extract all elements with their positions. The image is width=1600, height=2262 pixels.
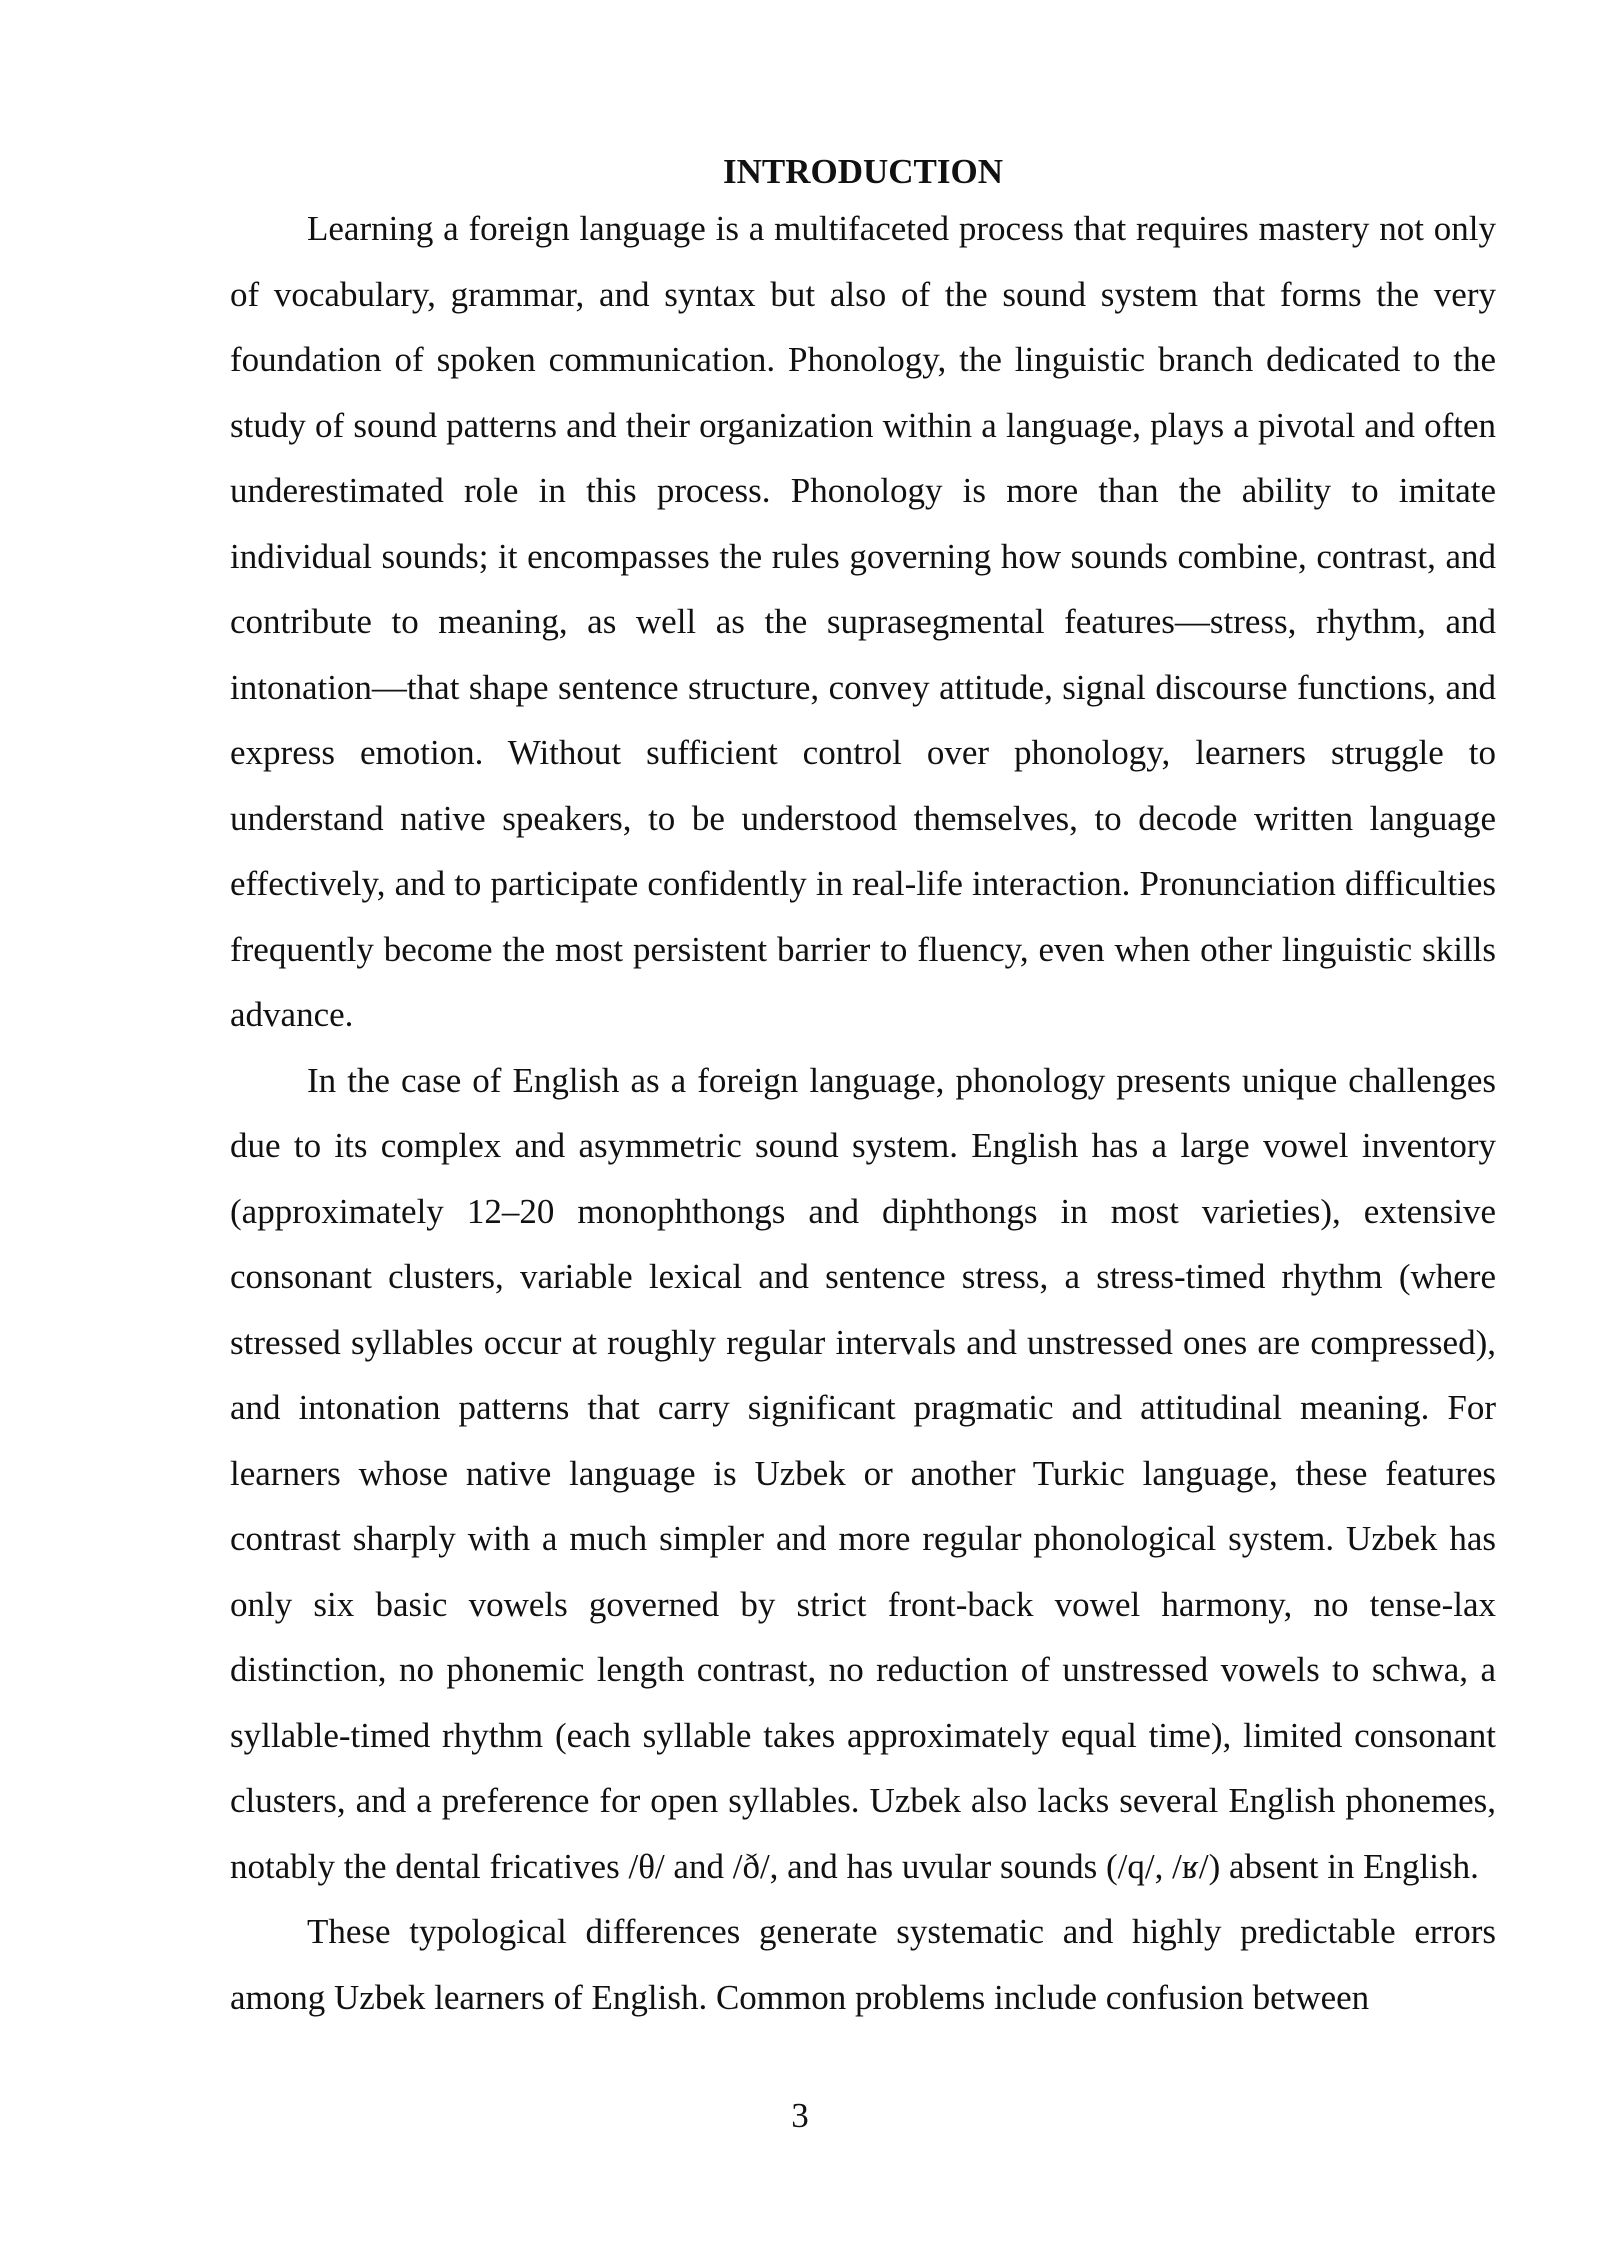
page-content <box>230 148 1496 2030</box>
page-number: 3 <box>791 2096 809 2135</box>
page-title: INTRODUCTION <box>722 152 1004 191</box>
paragraph-2: In the case of English as a foreign language, phonology presents unique challenges due to its complex and asymmetric sound system. English has a large vowel inventory (approximately 12–20 monophthongs and diphthongs in most varieties), extensive consonant clusters, variable lexical and sentence stress, a stress-timed rhythm (where stressed syllables occur at roughly regular intervals and unstressed ones are compressed), and intonation patterns that carry significant pragmatic and attitudinal meaning. For learners whose native language is Uzbek or another Turkic language, these features contrast sharply with a much simpler and more regular phonological system. Uzbek has only six basic vowels governed by strict front-back vowel harmony, no tense-lax distinction, no phonemic length contrast, no reduction of unstressed vowels to schwa, a syllable-timed rhythm (each syllable takes approximately equal time), limited consonant clusters, and a preference for open syllables. Uzbek also lacks several English phonemes, notably the dental fricatives /θ/ and /ð/, and has uvular sounds (/q/, /ʁ/) absent in English. <box>230 1060 1496 1886</box>
paragraph-1: Learning a foreign language is a multifaceted process that requires mastery not only of vocabulary, grammar, and syntax but also of the sound system that forms the very foundation of spoken communication. Phonology, the linguistic branch dedicated to the study of sound patterns and their organization within a language, plays a pivotal and often underestimated role in this process. Phonology is more than the ability to imitate individual sounds; it encompasses the rules governing how sounds combine, contrast, and contribute to meaning, as well as the suprasegmental features—stress, rhythm, and intonation—that shape sentence structure, convey attitude, signal discourse functions, and express emotion. Without sufficient control over phonology, learners struggle to understand native speakers, to be understood themselves, to decode written language effectively, and to participate confidently in real-life interaction. Pronunciation difficulties frequently become the most persistent barrier to fluency, even when other linguistic skills advance. <box>230 209 1496 1034</box>
paragraph-3: These typological differences generate systematic and highly predictable errors among Uzbek learners of English. Common problems include confusion between <box>230 1912 1496 2017</box>
